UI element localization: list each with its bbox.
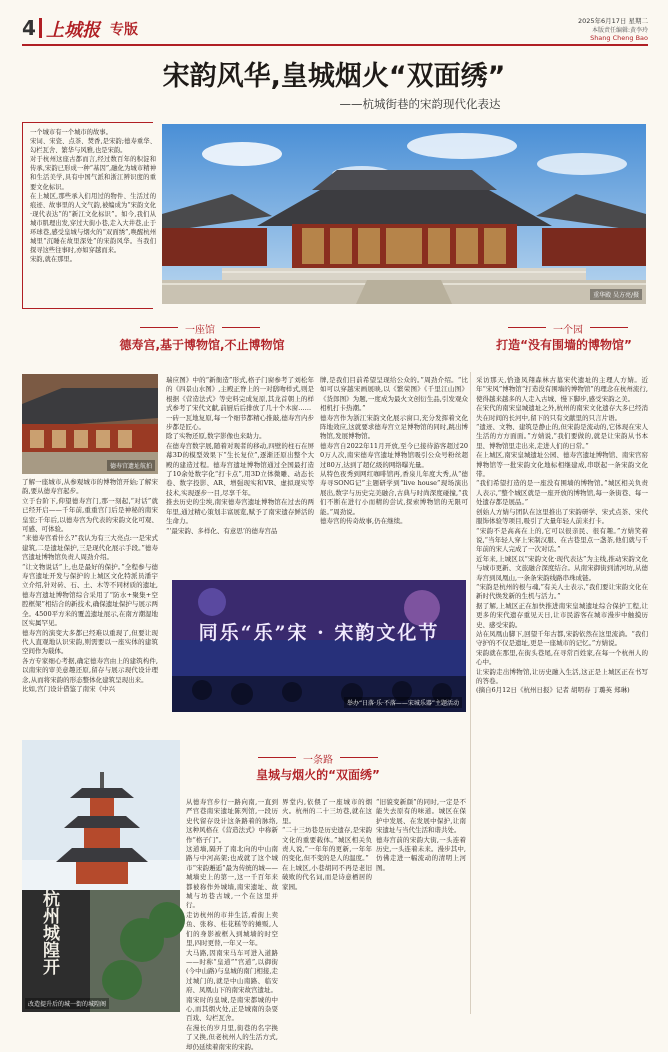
museum-section-title: 德寿宫,基于博物馆,不止博物馆 xyxy=(119,338,285,352)
museum-label-rule-left xyxy=(140,327,178,328)
headline-title: 宋韵风华,皇城烟火“双面绣” xyxy=(162,61,506,92)
paper-name: 上城报 xyxy=(46,20,100,41)
masthead xyxy=(22,14,648,44)
pinyin-name: Shang Cheng Bao xyxy=(590,34,648,42)
street-col-3: 界堂内,依偎了一座城市的烟火。杭州的二十三坊巷,就在这里。 “二十三坊巷是历史遗存,是宋韵文化的重要载体。”城区相关负责人说,“一年年的更新,一年年的变化,但不变的是人的温度。” 在上城区,小巷胡同不再是老旧破败的代名词,而是诗意栖居的家园。 xyxy=(282,798,372,891)
header-rule xyxy=(22,44,648,46)
museum-banner-photo xyxy=(172,580,466,712)
section-name: 专版 xyxy=(110,22,138,38)
garden-label-rule-left xyxy=(508,327,546,328)
garden-section-label-box xyxy=(508,321,628,336)
page-number: 4 xyxy=(22,16,36,40)
street-col-4: “旧貌变新颜”的同时,一定是不能失去原有的味道。城区在保护中发展、在发展中保护,让南宋遗址与当代生活和谐共处。 德寿宫前的宋韵大街,一头连着历史,一头连着未来。漫步其中,仿佛走进一幅流动的清明上河图。 xyxy=(376,798,466,872)
street-section-label: 一条路 xyxy=(303,755,333,766)
column-divider xyxy=(470,372,471,1014)
garden-section-title: 打造“没有围墙的博物馆” xyxy=(496,338,632,352)
hero-photo xyxy=(162,124,646,304)
date-line: 2025年6月17日 星期二 xyxy=(577,17,648,25)
museum-roof-illustration xyxy=(22,374,158,474)
banner-caption: 举办“日落·乐·不落——宋城乐器”主题活动 xyxy=(344,697,462,708)
garden-col: 采访那天,恰逢凤翔森林古墓宋代遗址的主理人方婧。近年“宋风”博物馆“打造没有围墙的博物馆”的理念在杭州流行,使得越来越多的人走入古城、慢下脚步,感受宋韵之美。 在宋代的南宋皇城遗址之外,杭州的南宋文化遗存大多已经消失在时间的长河中,留下的只有文献里的只言片语。 “遗迹、文物、建筑是静止的,但宋韵是流动的,它体现在宋人生活的方方面面。”方婧说,“我们要做的,就是让宋韵从书本里、博物馆里走出来,走进人们的日常。” 在上城区,南宋皇城遗址公园、德寿宫遗址博物馆、南宋官窑博物馆等一批宋韵文化地标相继建成,串联起一条宋韵文化带。 “我们希望打造的是一座没有围墙的博物馆。”城区相关负责人表示,“整个城区就是一座开放的博物馆,每一条街巷、每一处遗存都是展品。” 创始人方婧与团队在这里推出了宋韵研学、宋式点茶、宋代服饰体验等项目,吸引了大量年轻人前来打卡。 “宋韵不是高高在上的,它可以很亲民、很有趣。”方婧笑着说,“当年轻人穿上宋制汉服、在古巷里点一盏茶,他们就与千年前的宋人完成了一次对话。” 近年来,上城区以“宋韵文化·现代表达”为主线,推动宋韵文化与城市更新、文旅融合深度结合。从南宋御街到清河坊,从德寿宫到凤凰山,一条条宋韵线路串珠成链。 “宋韵是杭州的根与魂,”有关人士表示,“我们要让宋韵文化在新时代焕发新的生机与活力。” 据了解,上城区正在加快推进南宋皇城遗址综合保护工程,让更多的宋代遗存重见天日,让市民游客在城市漫步中触摸历史、感受宋韵。 站在凤凰山脚下,回望千年古都,宋韵依然在这里流淌。“我们守护的不仅是遗址,更是一座城市的记忆。”方婧说。 宋韵就在那里,在街头巷尾,在寻常百姓家,在每一个杭州人的心中。 让宋韵走出博物馆,让历史融入生活,这正是上城区正在书写的答卷。 (摘自6月12日《杭州日报》记者 胡明春 丁璐英 郑琳) xyxy=(476,376,648,695)
stage-illustration xyxy=(172,580,466,712)
street-photo xyxy=(22,740,180,1012)
museum-section-label-box xyxy=(140,321,260,336)
street-section-label-box xyxy=(258,751,378,766)
museum-col-2: 瑞应图》中的“新衙造”形式,格子门窗参考了刘松年的《四景山水图》,主殿正脊上的一对鸱吻样式,则是根据《营造法式》等史料完成复原,其龙首朝上的样式参考了宋代文献,前厨后后排放了几十个木窗…… 一砖一瓦地复原,每一个细节都精心推敲,德寿宫内步步都是匠心。 除了实物还原,数字影像也来助力。 在德寿宫数字展,随着对观者的移动,四壁的柱石在屏幕3D的模型效果下“生长复位”,逐渐还原出整个大殿的建造过程。德寿宫遗址博物馆通过全国最打造了10余处数字化“打卡点”,用3D立体微雕、动态长卷、数字投影、AR、增强现实和VR、虚拟现实等技术,实现逐步一目,尽享千年。 推去历史的尘埃,南宋德寿宫遗址博物馆在过去的两年里,通过精心策划丰富展览,赋予了南宋遗存鲜活的生命力。 “‘最宋韵、多样化、有意思’的德寿宫品 xyxy=(166,376,314,535)
street-sign: 杭州城隍开 xyxy=(39,890,59,975)
museum-col-1: 了解一座城市,从参观城市的博物馆开始;了解宋韵,要从德寿宫起步。 立于台阶下,仰望德寿宫门,那一刻起,“对话”就已经开启——千年前,重重宫门后是神秘的南宋皇室;千年后,以德寿宫为代表的宋韵文化可观、可感、可体验。 “来德寿宫看什么?”我认为有三大亮点:一是宋式建筑,二是遗址保护,三是现代化展示手段。”德寿宫遗址博物馆负责人周劲介绍。 “让文物说话”上,也是最好的保护。”全程参与德寿宫遗址开发与保护的上城区文化特派员潘宇立介绍,针对砖、石、土、木等不同材质的遗址,德寿宫遗址博物馆综合采用了“防水+聚集+空腔框架”相结合的新技术,确保遗址保护与展示两全。4500平方米的覆盖遗址展示,在南方潮湿地区实属罕见。 德寿宫的演变大多都已经难以重现了,但要让现代人直观地认识宋韵,则需要以一座实体的建筑空间作为载体。 各方专家细心考据,确定德寿宫由上的建筑构件,以南宋的审美意趣还原,留存与展示现代设计理念,从而将宋韵的形态整体化建筑呈现出来。 比如,宫门设计借鉴了南宋《中兴 xyxy=(22,478,158,693)
banner-title: 同乐“乐”宋 · 宋韵文化节 xyxy=(198,622,440,644)
museum-col-3: 牌,是我们目前希望呈现给公众的。”周劲介绍。“比如可以穿越宋画展映,以《繁荣图》《千里江山图》《货郎图》为题,一度成为最火文创衍生品,引发观众相机打卡热潮。” 德寿宫作为浙江宋韵文化展示窗口,充分发挥着文化阵地效应,这就要求德寿宫立足博物馆的同时,跳出博物馆,发展博物馆。 德寿宫自2022年11月开放,至今已接待游客超过200万人次,南宋德寿宫遗址博物馆吸引公众号粉丝超过80万,达到了超亿级的网络曝光量。 从特色夜秀到网红咖啡馆再,香泉儿年度大秀,从“德寿寻SONG记”主题研学到“live house”现场演出展出,数字与历史完美融合,古典与时尚深度碰撞,“我们不断在进行小而精的尝试,探索博物馆的无限可能。”周劲说。 德寿宫的传奇故事,仍在继续。 xyxy=(320,376,468,526)
hero-caption: 重华殿 吴方亮/摄 xyxy=(590,289,642,300)
museum-photo xyxy=(22,374,158,474)
garden-label-rule-right xyxy=(590,327,628,328)
street-section-title: 皇城与烟火的“双面绣” xyxy=(256,768,380,782)
museum-label-rule-right xyxy=(222,327,260,328)
street-label-rule-left xyxy=(258,757,296,758)
street-label-rule-right xyxy=(340,757,378,758)
museum-photo-caption: 德寿宫遗址航拍 xyxy=(107,460,155,471)
palace-illustration xyxy=(162,124,646,304)
editor-line: 本版责任编辑:黄李玲 xyxy=(591,27,648,34)
red-bar-icon xyxy=(39,18,42,38)
headline-subtitle: ——杭城街巷的宋韵现代化表达 xyxy=(339,97,501,111)
street-col-1: 从德寿宫步行一路向南,一直到严官巷南宋遗址陈列馆,一段历史代留存设计这条路着的脉络,这种风格在《营造法式》中称新作“格子门”。 这道墙,隔开了南北向的中山南路与中河高架;也成就了这个城市“宋韵邂逅”最为传统的城——城墙史上的第一,这一千百年来都被称作外城墙,南宋遗址、故城与坊巷古城,一个在这里并行。 走访杭州的市井生活,看街上卖鱼、张称、桂花糕等的摊贩,人们的身影被框入到城墙的时空里,四时更替,一年又一年。 大马路,因南宋马车可进入道路——时称“皇道”“官道”,以御街(今中山路)与皇城的南门相接,走过城门的,就是中山南路、临安府、凤凰山下的南宋故宫遗址。 南宋时的皇城,是南宋都城的中心,而其烟火处,正是城南的杂耍百戏、勾栏瓦舍。 在漫长的岁月里,街巷的名字换了又换,但老杭州人的生活方式,却仍延续着南宋的宋韵。 xyxy=(186,798,278,1051)
garden-section-label: 一个园 xyxy=(553,325,583,336)
museum-section-label: 一座馆 xyxy=(185,325,215,336)
street-photo-caption: 改造提升后的城一街的城隍阁 xyxy=(25,998,109,1009)
intro-text: 一个城市有一个城市的故事。 宋词、宋瓷、点茶、焚香,是宋韵;德寿重华、勾栏瓦舍、繁华与风雅,也是宋韵。 对于杭州这座古都而言,经过数百年的积淀和传承,宋韵已形成一种“基因”,融化为城市精神和生活美学,具有中国气派和浙江辨识度的重要文化标识。 在上城区,那些承入们用过的物件、生活过的痕迹、故事里的人文气韵,被编成为“宋韵文化·现代表达”的“新江文化标识”。如今,我们从城市肌理出发,穿过大街小巷,走入大井巷,止于环球巷,感受皇城与烟火的“双面绣”,唤醒杭州城里“沉睡在故里深处”的宋韵风华。当我们探寻这些往事时,亦如穿越而来。 宋韵,就在那里。 xyxy=(30,129,156,264)
